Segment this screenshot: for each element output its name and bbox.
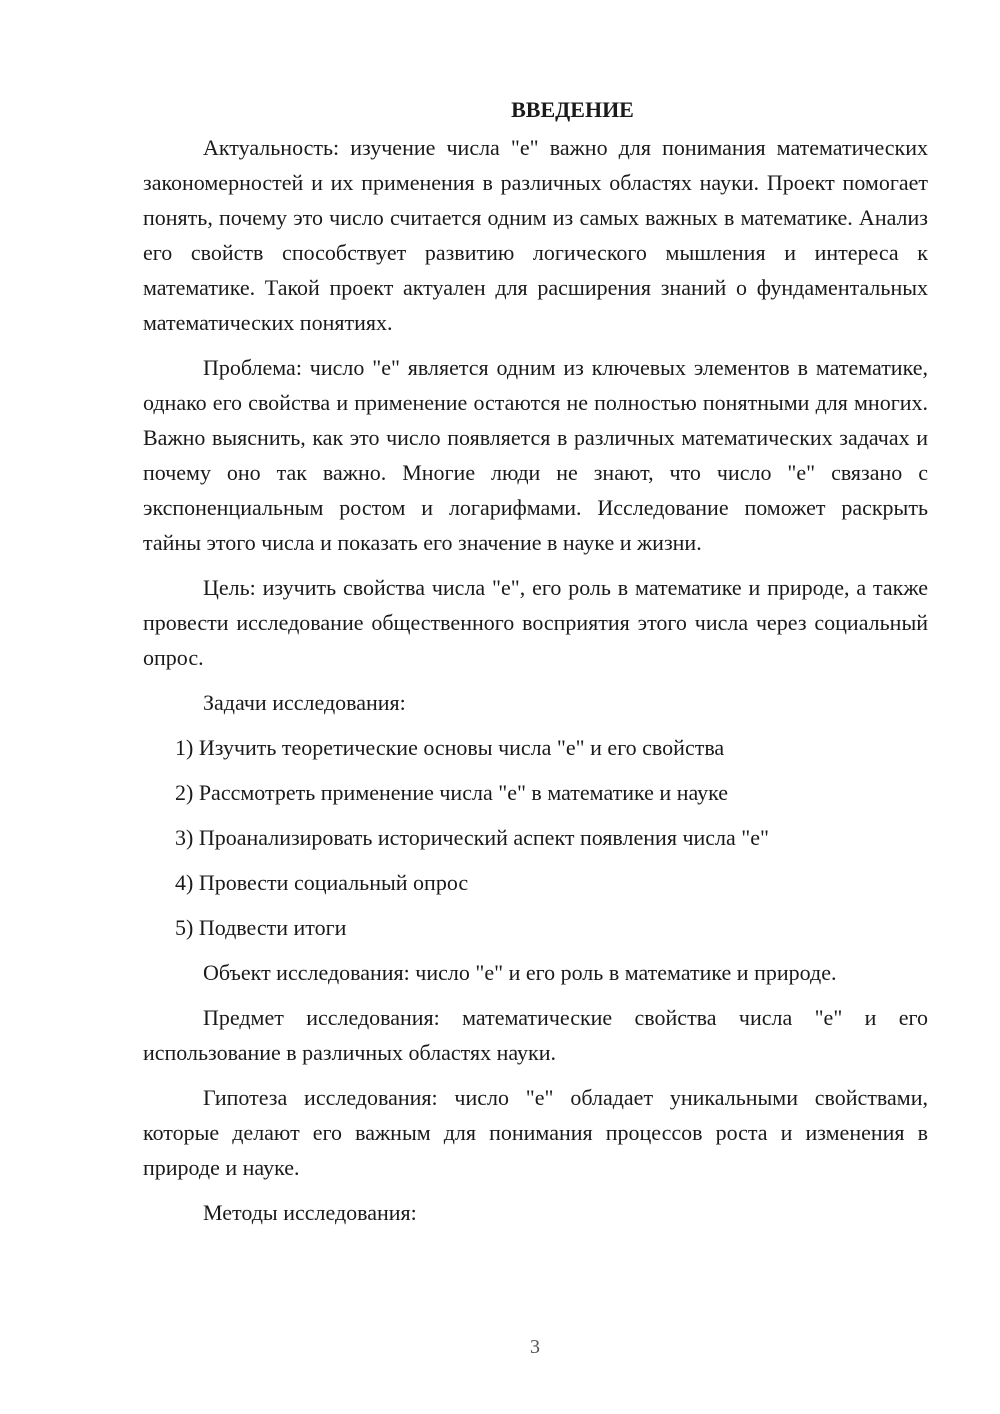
tasks-heading: Задачи исследования: (203, 690, 406, 715)
page-number: 3 (530, 1336, 540, 1358)
hypothesis-paragraph: Гипотеза исследования: число "e" обладает уникальными свойствами, которые делают его важным для понимания процессов роста и изменения в природе и науке. (143, 1085, 928, 1180)
section-title: ВВЕДЕНИЕ (511, 97, 634, 122)
problem-paragraph: Проблема: число "e" является одним из ключевых элементов в математике, однако его свойства и применение остаются не полностью понятными для многих. Важно выяснить, как это число появляется в различных математических задачах и почему оно так важно. Многие люди не знают, что число "e" связано с экспоненциальным ростом и логарифмами. Исследование поможет раскрыть тайны этого числа и показать его значение в науке и жизни. (143, 355, 928, 555)
page-content (143, 92, 928, 1240)
object-paragraph: Объект исследования: число "e" и его роль в математике и природе. (203, 960, 837, 985)
subject-paragraph: Предмет исследования: математические свойства числа "e" и его использование в различных областях науки. (143, 1005, 928, 1065)
list-item: 5) Подвести итоги (175, 915, 347, 940)
list-item: 4) Провести социальный опрос (175, 870, 469, 895)
list-item: 3) Проанализировать исторический аспект появления числа "e" (175, 825, 770, 850)
list-item: 2) Рассмотреть применение числа "e" в математике и науке (175, 780, 729, 805)
tasks-list (143, 730, 928, 945)
relevance-paragraph: Актуальность: изучение числа "e" важно для понимания математических закономерностей и их применения в различных областях науки. Проект помогает понять, почему это число считается одним из самых важных в математике. Анализ его свойств способствует развитию логического мышления и интереса к математике. Такой проект актуален для расширения знаний о фундаментальных математических понятиях. (143, 135, 928, 335)
list-item: 1) Изучить теоретические основы числа "e" и его свойства (175, 735, 725, 760)
methods-heading: Методы исследования: (203, 1200, 417, 1225)
goal-paragraph: Цель: изучить свойства числа "e", его роль в математике и природе, а также провести исследование общественного восприятия этого числа через социальный опрос. (143, 575, 928, 670)
